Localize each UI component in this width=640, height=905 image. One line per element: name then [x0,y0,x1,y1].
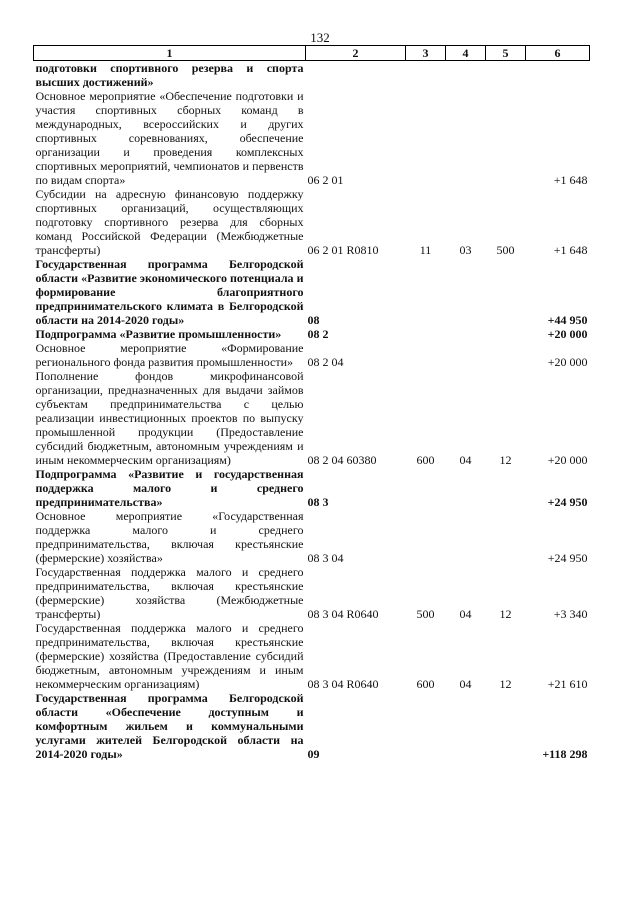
row-expense-type-cell [486,61,526,90]
row-amount-cell: +1 648 [553,243,588,257]
row-section-cell [406,327,446,341]
budget-table [33,45,590,761]
row-expense-type-cell: 12 [499,453,512,467]
row-code-cell: 08 3 [307,495,329,509]
table-row [34,327,590,341]
row-section-cell: 11 [419,243,432,257]
table-row [34,257,590,327]
table-row [34,89,590,187]
row-section-cell [406,341,446,369]
row-section-cell [406,61,446,90]
row-amount-cell [526,61,590,90]
row-name-cell: Государственная программа Белгородской области «Развитие экономического потенциала и формирование благоприятного предпринимательского климата в Белгородской области на 2014-2020 годы» [35,257,304,327]
row-section-cell [406,467,446,509]
row-section-cell [406,257,446,327]
column-header: 6 [526,46,590,61]
row-subsection-cell [446,691,486,761]
row-subsection-cell [446,89,486,187]
row-expense-type-cell: 12 [499,607,512,621]
row-subsection-cell [446,467,486,509]
row-expense-type-cell [486,257,526,327]
row-name-cell: Основное мероприятие «Обеспечение подготовки и участия спортивных сборных команд в международных, всероссийских и других спортивных соревнованиях, обеспечение организации и проведения комплексных спортивных мероприятий, чемпионатов и первенств по видам спорта» [35,89,304,187]
row-amount-cell: +20 000 [547,453,588,467]
row-name-cell: Субсидии на адресную финансовую поддержку спортивных организаций, осуществляющих подготовку спортивного резерва для сборных команд Российской Федерации (Межбюджетные трансферты) [35,187,304,257]
row-name-cell: подготовки спортивного резерва и спорта высших достижений» [35,61,304,89]
table-body [34,61,590,762]
row-code-cell: 06 2 01 R0810 [307,243,379,257]
row-subsection-cell [446,257,486,327]
row-section-cell: 600 [416,677,435,691]
table-row [34,509,590,565]
row-name-cell: Государственная программа Белгородской области «Обеспечение доступным и комфортным жильем и коммунальными услугами жителей Белгородской области на 2014-2020 годы» [35,691,304,761]
row-expense-type-cell [486,509,526,565]
table-header-row [34,46,590,61]
row-subsection-cell [446,341,486,369]
row-expense-type-cell: 12 [499,677,512,691]
row-code-cell: 08 [307,313,320,327]
table-row [34,187,590,257]
table-row [34,565,590,621]
row-section-cell: 500 [416,607,435,621]
row-amount-cell: +20 000 [547,355,588,369]
row-name-cell: Государственная поддержка малого и среднего предпринимательства, включая крестьянские (фермерские) хозяйства (Предоставление субсидий бюджетным, автономным учреждениям и иным некоммерческим организациям) [35,621,304,691]
table-row [34,621,590,691]
row-section-cell: 600 [416,453,435,467]
row-expense-type-cell [486,327,526,341]
row-expense-type-cell [486,467,526,509]
row-name-cell: Подпрограмма «Развитие промышленности» [35,327,282,341]
row-code-cell: 08 2 [307,327,329,341]
row-subsection-cell: 04 [459,677,472,691]
row-subsection-cell [446,61,486,90]
table-row [34,61,590,90]
column-header: 4 [446,46,486,61]
row-name-cell: Государственная поддержка малого и среднего предпринимательства, включая крестьянские (фермерские) хозяйства (Межбюджетные трансферты) [35,565,304,621]
column-header: 5 [486,46,526,61]
table-row [34,341,590,369]
row-section-cell [406,509,446,565]
row-code-cell: 08 3 04 R0640 [307,677,379,691]
table-row [34,369,590,467]
row-code-cell: 06 2 01 [307,173,344,187]
row-amount-cell: +44 950 [547,313,588,327]
row-code-cell: 08 3 04 R0640 [307,607,379,621]
row-expense-type-cell: 500 [496,243,515,257]
row-subsection-cell: 04 [459,453,472,467]
row-amount-cell: +20 000 [547,327,588,341]
row-amount-cell: +24 950 [547,495,588,509]
row-section-cell [406,691,446,761]
row-code-cell [306,61,406,90]
column-header: 2 [306,46,406,61]
table-row [34,691,590,761]
row-expense-type-cell [486,341,526,369]
row-amount-cell: +21 610 [547,677,588,691]
row-expense-type-cell [486,691,526,761]
row-amount-cell: +24 950 [547,551,588,565]
column-header: 3 [406,46,446,61]
row-amount-cell: +1 648 [553,173,588,187]
row-subsection-cell [446,327,486,341]
table-row [34,467,590,509]
row-name-cell: Пополнение фондов микрофинансовой организации, предназначенных для выдачи займов субъектам предпринимательства с целью реализации инвестиционных проектов по выпуску промышленной продукции (Предоставление субсидий бюджетным, автономным учреждениям и иным некоммерческим организациям) [35,369,304,467]
row-expense-type-cell [486,89,526,187]
row-section-cell [406,89,446,187]
row-subsection-cell: 04 [459,607,472,621]
row-code-cell: 08 3 04 [307,551,344,565]
column-header: 1 [34,46,306,61]
row-subsection-cell [446,509,486,565]
row-amount-cell: +3 340 [553,607,588,621]
row-subsection-cell: 03 [459,243,472,257]
row-code-cell: 09 [307,747,320,761]
row-name-cell: Основное мероприятие «Государственная поддержка малого и среднего предпринимательства, включая крестьянские (фермерские) хозяйства» [35,509,304,565]
row-name-cell: Подпрограмма «Развитие и государственная поддержка малого и среднего предпринимательства» [35,467,304,509]
row-code-cell: 08 2 04 [307,355,344,369]
row-code-cell: 08 2 04 60380 [307,453,377,467]
page-number: 132 [310,30,330,45]
row-amount-cell: +118 298 [542,747,588,761]
row-name-cell: Основное мероприятие «Формирование регионального фонда развития промышленности» [35,341,304,369]
